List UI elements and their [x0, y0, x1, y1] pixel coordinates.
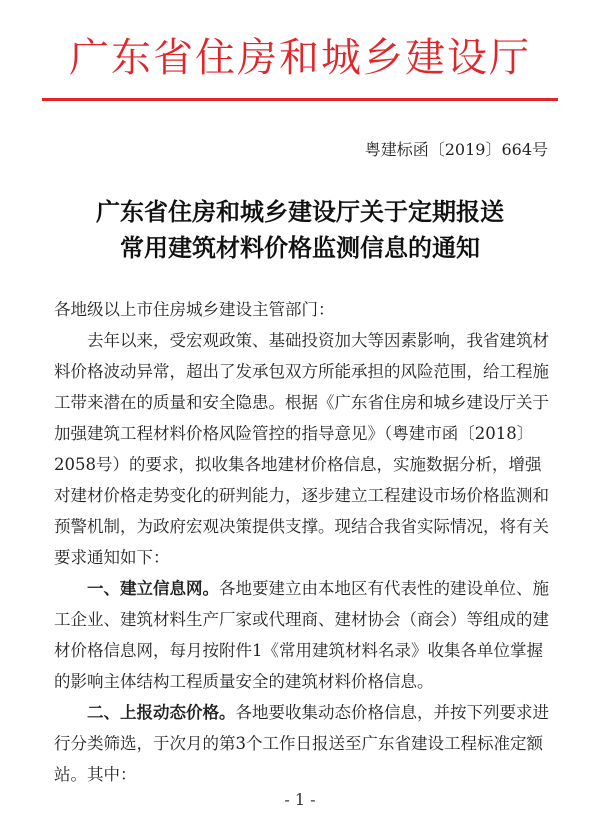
document-title-line-2: 常用建筑材料价格监测信息的通知 — [120, 233, 480, 262]
section-1-heading: 一、建立信息网。 — [87, 579, 219, 598]
section-1 — [54, 573, 554, 697]
section-2-text: 各地要收集动态价格信息，并按下列要求进行分类筛选，于次月的第3个工作日报送至广东省建设工程标准定额站。其中： — [54, 703, 549, 784]
document-title-line-1: 广东省住房和城乡建设厅关于定期报送 — [96, 197, 504, 226]
section-1-text: 各地要建立由本地区有代表性的建设单位、施工企业、建筑材料生产厂家或代理商、建材协会（商会）等组成的建材价格信息网，每月按附件1《常用建筑材料名录》收集各单位掌握的影响主体结构工程质量安全的建筑材料价格信息。 — [54, 579, 549, 691]
paragraph-intro: 去年以来，受宏观政策、基础投资加大等因素影响，我省建筑材料价格波动异常，超出了发承包双方所能承担的风险范围，给工程施工带来潜在的质量和安全隐患。根据《广东省住房和城乡建设厅关于加强建筑工程材料价格风险管控的指导意见》（粤建市函〔2018〕2058号）的要求，拟收集各地建材价格信息，实施数据分析，增强对建材价格走势变化的研判能力，逐步建立工程建设市场价格监测和预警机制，为政府宏观决策提供支撑。现结合我省实际情况，将有关要求通知如下： — [54, 331, 549, 567]
section-2 — [54, 697, 554, 790]
section-2-heading: 二、上报动态价格。 — [87, 703, 236, 722]
page-number: - 1 - — [284, 790, 316, 809]
header-divider — [42, 98, 558, 101]
addressee: 各地级以上市住房城乡建设主管部门： — [54, 300, 335, 319]
document-body — [54, 294, 554, 790]
document-number: 粤建标函〔2019〕664号 — [364, 140, 548, 159]
agency-header: 广东省住房和城乡建设厅 — [69, 35, 531, 81]
